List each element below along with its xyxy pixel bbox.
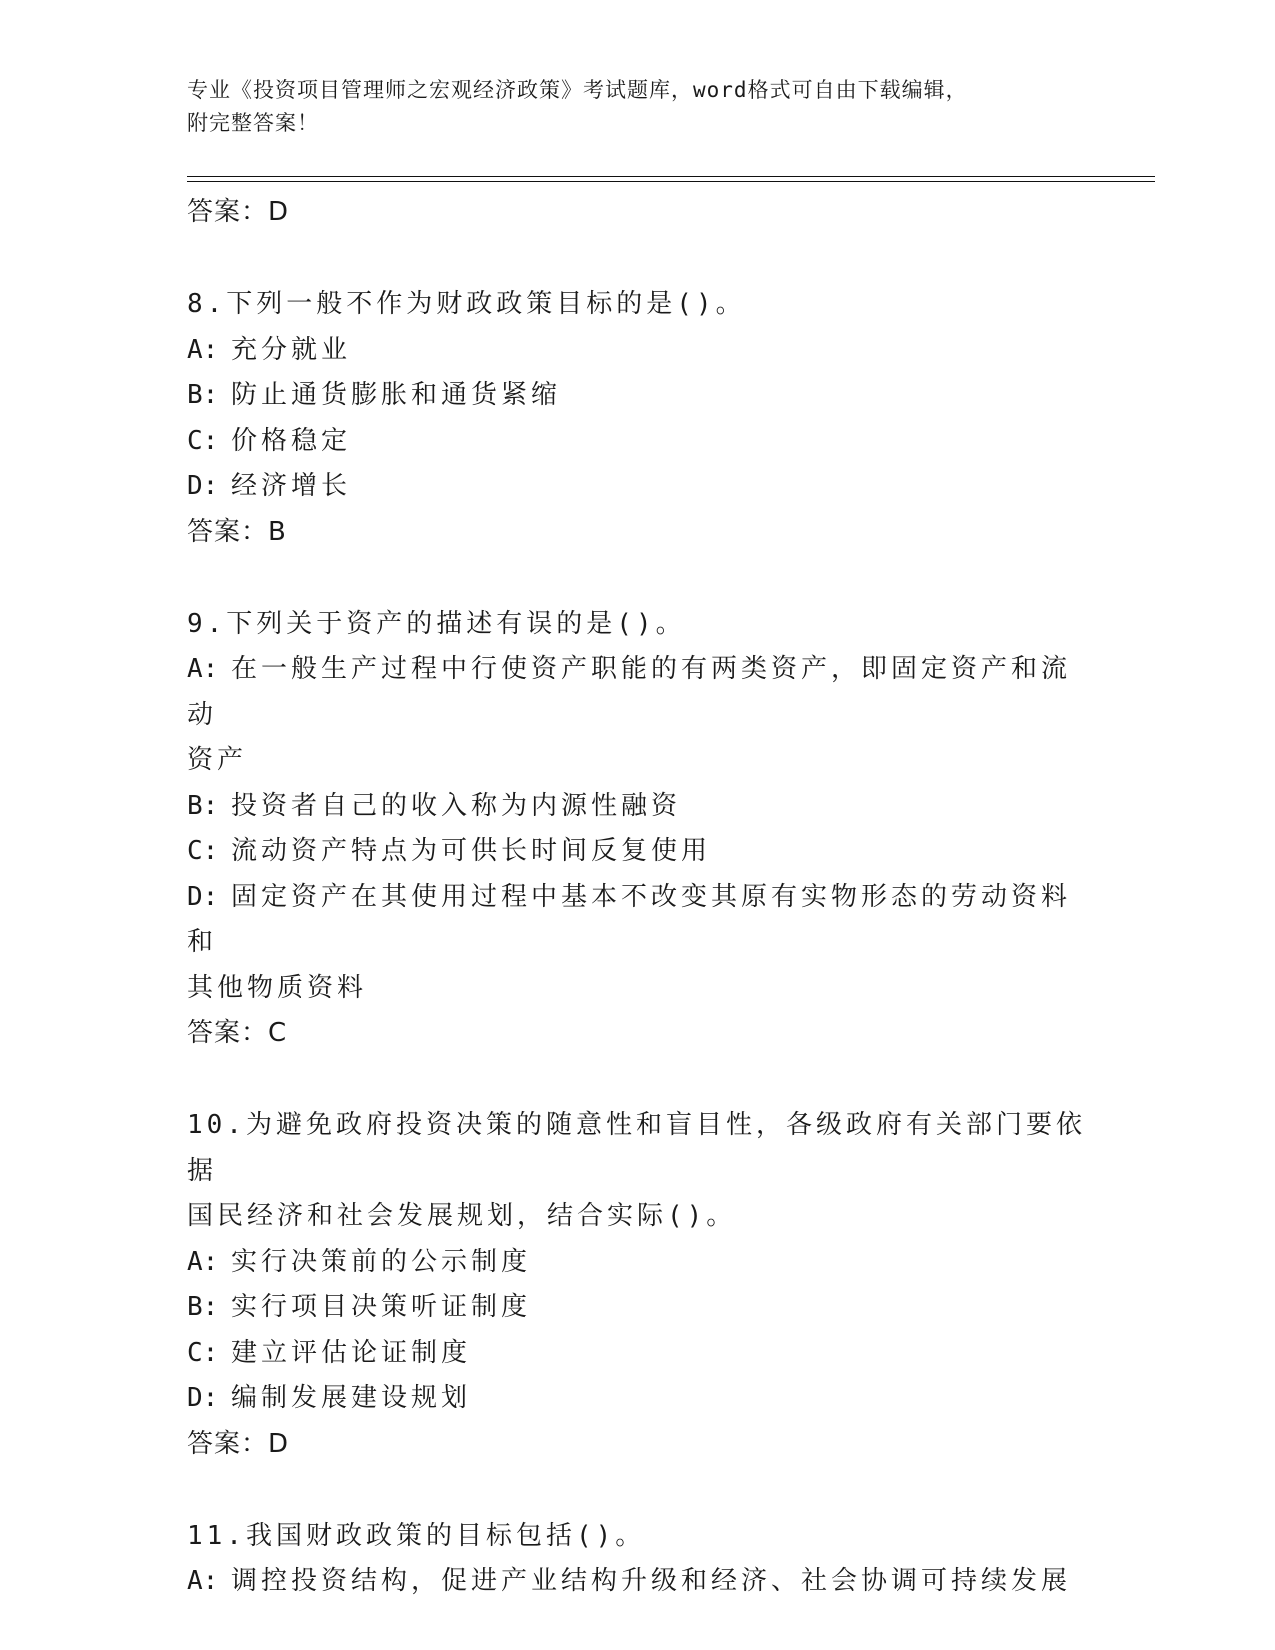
question-text: 9.下列关于资产的描述有误的是()。 (187, 608, 686, 639)
option-line (187, 738, 1087, 784)
option-line (187, 875, 1087, 966)
option-letter: C: (187, 425, 219, 456)
option-line (187, 966, 1087, 1012)
option-text: 在一般生产过程中行使资产职能的有两类资产，即固定资产和流动 (187, 654, 1072, 730)
question-spacer (187, 554, 1087, 602)
option-text: 实行项目决策听证制度 (231, 1292, 532, 1322)
option-letter: D: (187, 1383, 219, 1413)
option-letter: B: (187, 1292, 219, 1322)
header-divider-top (187, 176, 1155, 177)
header-line-2: 附完整答案！ (187, 111, 319, 135)
option-text: 调控投资结构，促进产业结构升级和经济、社会协调可持续发展 (231, 1566, 1072, 1596)
option-text: 实行决策前的公示制度 (231, 1246, 532, 1277)
option-line (187, 328, 1087, 374)
question-text: 10.为避免政府投资决策的随意性和盲目性，各级政府有关部门要依据 (187, 1110, 1086, 1186)
option-text: 充分就业 (231, 334, 352, 365)
header-divider-bottom (187, 181, 1155, 182)
option-line (187, 647, 1087, 738)
document-header (187, 74, 1067, 140)
question-text: 11.我国财政政策的目标包括()。 (187, 1520, 646, 1551)
question-text: 国民经济和社会发展规划，结合实际()。 (187, 1201, 737, 1231)
option-text: 固定资产在其使用过程中基本不改变其原有实物形态的劳动资料和 (187, 881, 1072, 957)
option-line (187, 829, 1087, 875)
question-block (187, 1103, 1087, 1466)
option-text: 投资者自己的收入称为内源性融资 (231, 790, 682, 821)
option-text: 经济增长 (231, 471, 352, 501)
option-line (187, 1559, 1087, 1605)
option-text: 资产 (187, 745, 248, 775)
option-letter: D: (187, 881, 219, 912)
option-text: 防止通货膨胀和通货紧缩 (231, 380, 562, 410)
option-letter: C: (187, 1337, 219, 1368)
option-line (187, 1376, 1087, 1422)
question-spacer (187, 1466, 1087, 1514)
option-text: 其他物质资料 (187, 972, 368, 1003)
option-letter: B: (187, 380, 219, 410)
option-line (187, 1331, 1087, 1377)
question-spacer (187, 234, 1087, 282)
option-line (187, 784, 1087, 830)
question-list (187, 190, 1087, 1605)
option-letter: A: (187, 654, 219, 684)
answer-line: 答案：C (187, 1018, 288, 1048)
answer-line: 答案：D (187, 1428, 290, 1459)
question-block (187, 1514, 1087, 1605)
option-letter: A: (187, 1246, 219, 1277)
question-text: 8.下列一般不作为财政政策目标的是()。 (187, 289, 746, 319)
option-letter: A: (187, 334, 219, 365)
option-line (187, 1285, 1087, 1331)
option-line (187, 464, 1087, 510)
option-line (187, 1240, 1087, 1286)
option-letter: A: (187, 1566, 219, 1596)
question-block (187, 602, 1087, 1056)
option-line (187, 419, 1087, 465)
option-text: 建立评估论证制度 (231, 1337, 472, 1368)
header-line-1: 专业《投资项目管理师之宏观经济政策》考试题库，word格式可自由下载编辑， (187, 78, 968, 102)
option-letter: B: (187, 790, 219, 821)
option-text: 价格稳定 (231, 425, 352, 456)
option-text: 编制发展建设规划 (231, 1383, 472, 1413)
question-block (187, 282, 1087, 554)
answer-line: 答案：B (187, 516, 287, 547)
question-spacer (187, 1055, 1087, 1103)
option-letter: D: (187, 471, 219, 501)
option-letter: C: (187, 836, 219, 866)
option-text: 流动资产特点为可供长时间反复使用 (231, 836, 712, 866)
answer-line: 答案：D (187, 197, 290, 227)
option-line (187, 373, 1087, 419)
